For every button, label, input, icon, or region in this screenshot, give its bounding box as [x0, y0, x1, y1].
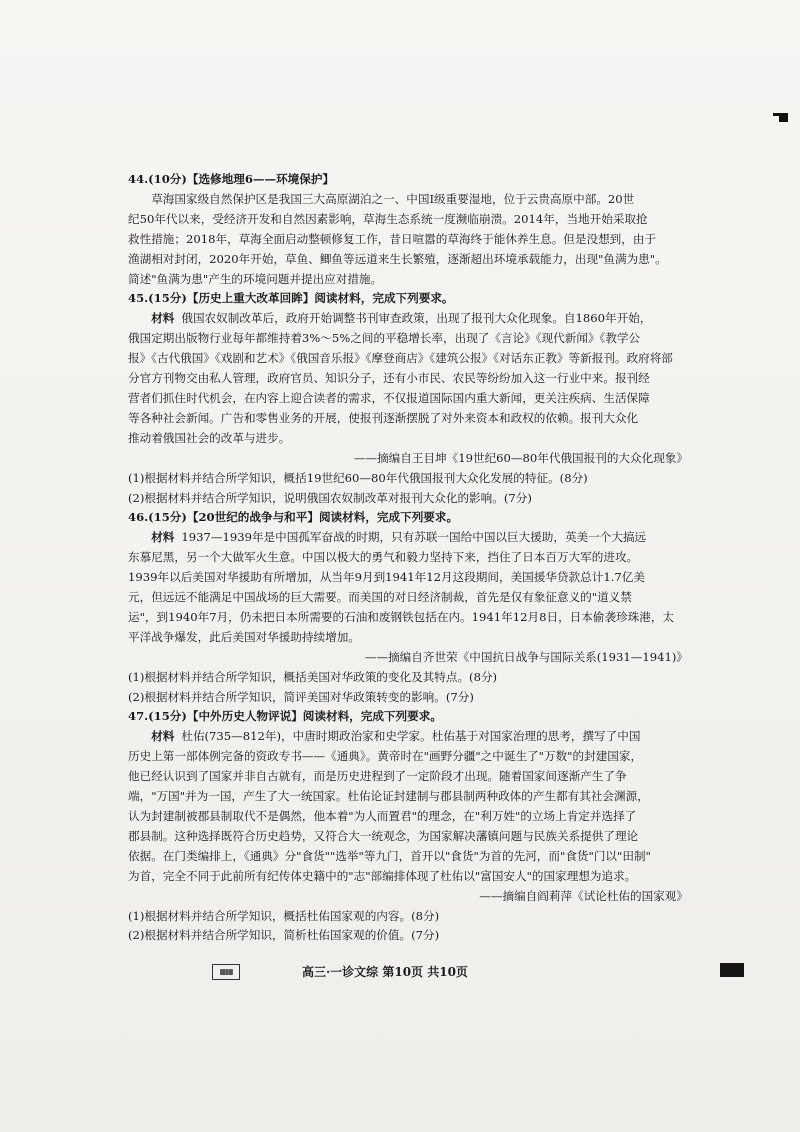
paragraph-line: 等各种社会新闻。广告和零售业务的开展，使报刊逐渐摆脱了对外来资本和政权的依赖。报刊大众化 [128, 410, 639, 425]
paragraph-line: 材料 杜佑(735—812年)，中唐时期政治家和史学家。杜佑基于对国家治理的思考，撰写了中国 [151, 729, 641, 744]
corner-mark [779, 113, 788, 122]
sub-question: (1)根据材料并结合所学知识，概括19世纪60—80年代俄国报刊大众化发展的特征。(8分) [128, 470, 588, 485]
page-content [128, 170, 688, 946]
paragraph-line: 历史上第一部体例完备的资政专书——《通典》。黄帝时在"画野分疆"之中诞生了"万数"的封建国家， [128, 749, 643, 764]
paragraph-line: 1939年以后美国对华援助有所增加，从当年9月到1941年12月这段期间，美国援华贷款总计1.7亿美 [128, 570, 645, 585]
question-45 [128, 289, 688, 508]
paragraph-line: 认为封建制被郡县制取代不是偶然，他本着"为人而置君"的理念，在"利万姓"的立场上肯定并选择了 [128, 809, 637, 823]
question-45-heading: 45.(15分)【历史上重大改革回眸】阅读材料，完成下列要求。 [128, 291, 454, 306]
registration-mark [720, 963, 744, 977]
paragraph-line: 平洋战争爆发，此后美国对华援助持续增加。 [128, 629, 360, 644]
paragraph-line: 材料 1937—1939年是中国孤军奋战的时期，只有苏联一国给中国以巨大援助，英美一个大搞远 [151, 530, 647, 545]
paragraph-line: 草海国家级自然保护区是我国三大高原湖泊之一、中国Ⅰ级重要湿地，位于云贵高原中部。20世 [151, 191, 635, 206]
material-source: ——摘编自齐世荣《中国抗日战争与国际关系(1931—1941)》 [364, 649, 688, 664]
material-source: ——摘编自阎莉萍《试论杜佑的国家观》 [479, 888, 688, 903]
paragraph-line: 俄国定期出版物行业每年都维持着3%～5%之间的平稳增长率，出现了《言论》《现代新闻》《教学公 [128, 331, 641, 346]
page-footer [0, 963, 800, 983]
sub-question: (2)根据材料并结合所学知识，说明俄国农奴制改革对报刊大众化的影响。(7分) [128, 490, 532, 505]
question-44 [128, 170, 688, 289]
paragraph-line: 营者们抓住时代机会，在内容上迎合读者的需求，不仅报道国际国内重大新闻，更关注疾病、生活保障 [128, 390, 650, 405]
paragraph-line: 渔湖相对封闭，2020年开始，草鱼、鲫鱼等远道来生长繁殖，逐渐超出环境承载能力，出现"鱼满为患"。 [128, 251, 667, 266]
material-label: 材料 [151, 530, 175, 545]
material-label: 材料 [151, 729, 175, 744]
material-source: ——摘编自王目坤《19世纪60—80年代俄国报刊的大众化现象》 [353, 450, 688, 465]
material-label: 材料 [151, 311, 175, 326]
paragraph-line: 分官方刊物交由私人管理，政府官员、知识分子，还有小市民、农民等纷纷加入这一行业中来。报刊经 [128, 371, 650, 386]
paragraph-line: 材料 俄国农奴制改革后，政府开始调整书刊审查政策，出现了报刊大众化现象。自1860年开始， [151, 311, 652, 326]
paragraph-line: 纪50年代以来，受经济开发和自然因素影响，草海生态系统一度濒临崩溃。2014年，当地开始采取抢 [128, 211, 648, 226]
paragraph-line: 运"，到1940年7月，仍未把日本所需要的石油和废钢铁包括在内。1941年12月8日，日本偷袭珍珠港，太 [128, 609, 675, 624]
page-number: 高三·一诊文综 第10页 共10页 [302, 965, 468, 979]
paragraph-line: 推动着俄国社会的改革与进步。 [128, 430, 291, 445]
paragraph-line: 为首，完全不同于此前所有纪传体史籍中的"志"部编排体现了杜佑以"富国安人"的国家理想为追求。 [128, 868, 637, 883]
paragraph-line: 报》《古代俄国》《戏剧和艺术》《俄国音乐报》《摩登商店》《建筑公报》《对话东正教》等新报刊。政府将部 [128, 351, 673, 366]
sub-question: (1)根据材料并结合所学知识，概括美国对华政策的变化及其特点。(8分) [128, 669, 498, 684]
question-46 [128, 508, 688, 707]
paragraph-line: 救性措施；2018年，草海全面启动整顿修复工作，昔日喧嚣的草海终于能休养生息。但是没想到，由于 [128, 231, 657, 246]
question-47-heading: 47.(15分)【中外历史人物评说】阅读材料，完成下列要求。 [128, 709, 442, 724]
paragraph-line: 端，"万国"并为一国，产生了大一统国家。杜佑论证封建制与郡县制两种政体的产生都有其社会渊源， [128, 789, 649, 804]
sub-question: (1)根据材料并结合所学知识，概括杜佑国家观的内容。(8分) [128, 908, 440, 923]
question-44-prompt: 简述"鱼满为患"产生的环境问题并提出应对措施。 [128, 271, 383, 286]
qr-stamp-icon: ▦▦ [212, 964, 240, 980]
question-46-heading: 46.(15分)【20世纪的战争与和平】阅读材料，完成下列要求。 [128, 510, 459, 525]
sub-question: (2)根据材料并结合所学知识，简析杜佑国家观的价值。(7分) [128, 928, 440, 943]
question-47 [128, 707, 688, 946]
question-44-heading: 44.(10分)【选修地理6——环境保护】 [128, 172, 335, 186]
paragraph-line: 他已经认识到了国家并非自古就有，而是历史进程到了一定阶段才出现。随着国家间逐渐产生了争 [128, 769, 627, 784]
paragraph-line: 郡县制。这种选择既符合历史趋势，又符合大一统观念，为国家解决藩镇问题与民族关系提供了理论 [128, 828, 639, 843]
paragraph-line: 东慕尼黑，另一个大做军火生意。中国以极大的勇气和毅力坚持下来，挡住了日本百万大军的进攻。 [128, 550, 639, 565]
paragraph-line: 元，但远远不能满足中国战场的巨大需要。而美国的对日经济制裁，首先是仅有象征意义的"道义禁 [128, 590, 632, 605]
sub-question: (2)根据材料并结合所学知识，简评美国对华政策转变的影响。(7分) [128, 689, 474, 704]
paragraph-line: 依据。在门类编排上，《通典》分"食货""选举"等九门，首开以"食货"为首的先河，而"食货"门以"田制" [128, 848, 651, 863]
